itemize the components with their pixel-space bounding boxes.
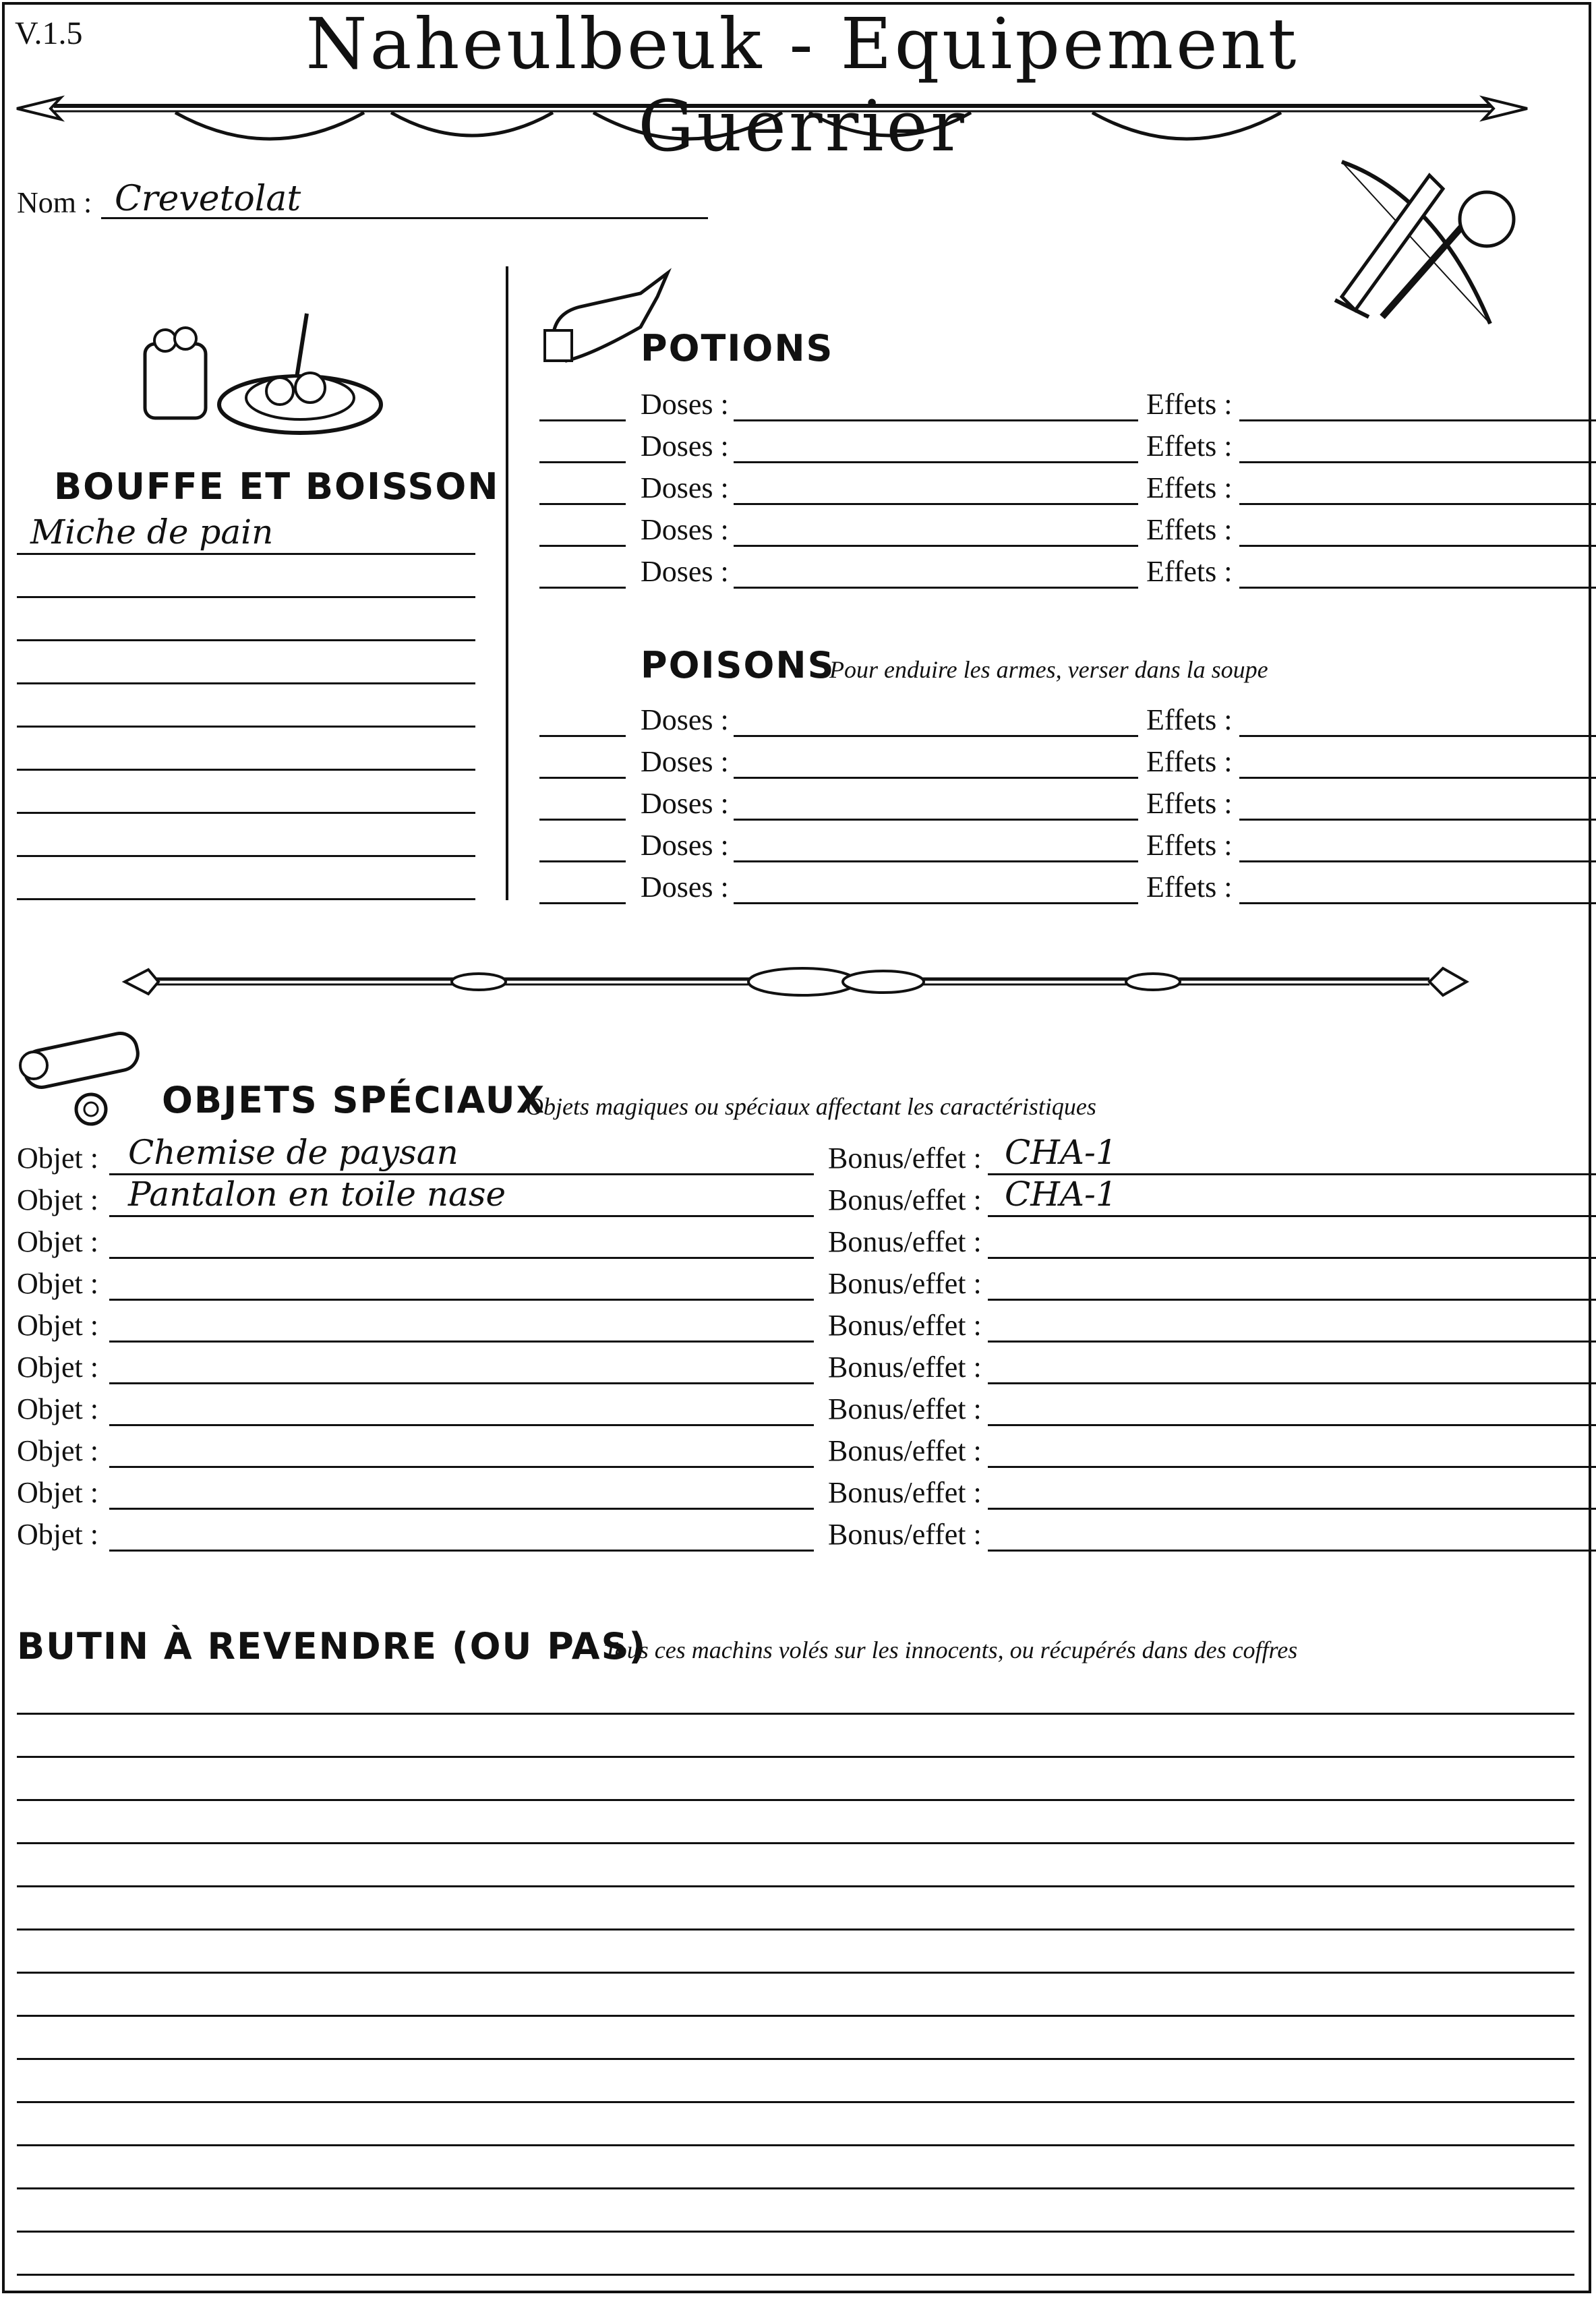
bonus-label: Bonus/effet : <box>828 1267 982 1300</box>
bonus-label: Bonus/effet : <box>828 1183 982 1216</box>
effets-label: Effets : <box>1146 388 1233 421</box>
food-plate-icon <box>135 303 384 438</box>
doses-line[interactable] <box>734 777 1138 779</box>
doses-line[interactable] <box>734 860 1138 862</box>
bonus-label: Bonus/effet : <box>828 1518 982 1551</box>
loot-line[interactable] <box>17 1928 1574 1931</box>
loot-line[interactable] <box>17 2187 1574 2189</box>
effets-label: Effets : <box>1146 745 1233 778</box>
staff-divider-icon <box>121 958 1470 1005</box>
loot-subtitle: Tous ces machins volés sur les innocents, ou récupérés dans des coffres <box>603 1637 1298 1663</box>
loot-line[interactable] <box>17 1756 1574 1758</box>
doses-line[interactable] <box>734 902 1138 904</box>
doses-line[interactable] <box>734 587 1138 589</box>
objet-label: Objet : <box>17 1225 98 1258</box>
quantity-line[interactable] <box>539 587 626 589</box>
bonus-label: Bonus/effet : <box>828 1476 982 1509</box>
doses-line[interactable] <box>734 545 1138 547</box>
loot-line[interactable] <box>17 2231 1574 2233</box>
loot-line[interactable] <box>17 1885 1574 1887</box>
version-label: V.1.5 <box>15 16 83 51</box>
crossed-weapons-icon <box>1328 155 1531 337</box>
poisons-subtitle: Pour enduire les armes, verser dans la soupe <box>829 656 1268 683</box>
objet-value[interactable]: Chemise de paysan <box>128 1133 459 1172</box>
loot-line[interactable] <box>17 2274 1574 2276</box>
objet-line[interactable] <box>109 1340 814 1343</box>
name-label: Nom : <box>17 186 92 219</box>
loot-title: BUTIN À REVENDRE (OU PAS) <box>17 1625 647 1668</box>
bonus-line[interactable] <box>988 1299 1596 1301</box>
food-line <box>17 898 475 900</box>
potions-title: POTIONS <box>641 327 834 370</box>
bonus-line[interactable] <box>988 1215 1596 1217</box>
doses-line[interactable] <box>734 735 1138 737</box>
effets-label: Effets : <box>1146 555 1233 588</box>
quantity-line[interactable] <box>539 503 626 505</box>
food-line <box>17 682 475 684</box>
objet-line[interactable] <box>109 1382 814 1384</box>
doses-label: Doses : <box>641 871 729 904</box>
special-title: OBJETS SPÉCIAUX <box>162 1079 546 1121</box>
doses-label: Doses : <box>641 388 729 421</box>
bonus-label: Bonus/effet : <box>828 1225 982 1258</box>
doses-line[interactable] <box>734 461 1138 463</box>
food-line <box>17 553 475 555</box>
loot-line[interactable] <box>17 1842 1574 1844</box>
loot-line[interactable] <box>17 1799 1574 1801</box>
objet-line[interactable] <box>109 1550 814 1552</box>
special-subtitle: Objets magiques ou spéciaux affectant les caractéristiques <box>526 1093 1096 1120</box>
effets-line[interactable] <box>1239 777 1596 779</box>
effets-line[interactable] <box>1239 860 1596 862</box>
loot-line[interactable] <box>17 2015 1574 2017</box>
objet-line[interactable] <box>109 1466 814 1468</box>
food-line <box>17 812 475 814</box>
quantity-line[interactable] <box>539 419 626 421</box>
effets-label: Effets : <box>1146 703 1233 736</box>
bonus-label: Bonus/effet : <box>828 1351 982 1384</box>
effets-label: Effets : <box>1146 471 1233 504</box>
bonus-line[interactable] <box>988 1382 1596 1384</box>
doses-label: Doses : <box>641 829 729 862</box>
bonus-label: Bonus/effet : <box>828 1142 982 1175</box>
quantity-line[interactable] <box>539 777 626 779</box>
quantity-line[interactable] <box>539 860 626 862</box>
spear-divider-icon <box>13 84 1531 148</box>
objet-line[interactable] <box>109 1215 814 1217</box>
objet-line[interactable] <box>109 1508 814 1510</box>
doses-line[interactable] <box>734 819 1138 821</box>
bonus-line[interactable] <box>988 1340 1596 1343</box>
food-title: BOUFFE ET BOISSON <box>54 465 500 508</box>
effets-label: Effets : <box>1146 787 1233 820</box>
name-field[interactable]: Crevetolat <box>115 179 301 219</box>
objet-value[interactable]: Pantalon en toile nase <box>128 1175 506 1214</box>
effets-line[interactable] <box>1239 545 1596 547</box>
objet-label: Objet : <box>17 1392 98 1425</box>
effets-line[interactable] <box>1239 419 1596 421</box>
poisons-title: POISONS <box>641 644 835 686</box>
doses-label: Doses : <box>641 513 729 546</box>
bonus-value[interactable]: CHA-1 <box>1005 1133 1117 1172</box>
objet-line[interactable] <box>109 1257 814 1259</box>
bonus-label: Bonus/effet : <box>828 1434 982 1467</box>
quantity-line[interactable] <box>539 461 626 463</box>
bonus-line[interactable] <box>988 1424 1596 1426</box>
loot-line[interactable] <box>17 2144 1574 2146</box>
loot-line[interactable] <box>17 1713 1574 1715</box>
food-line <box>17 639 475 641</box>
bonus-label: Bonus/effet : <box>828 1392 982 1425</box>
effets-line[interactable] <box>1239 902 1596 904</box>
bonus-label: Bonus/effet : <box>828 1309 982 1342</box>
food-line <box>17 769 475 771</box>
objet-label: Objet : <box>17 1142 98 1175</box>
bonus-value[interactable]: CHA-1 <box>1005 1175 1117 1214</box>
quantity-line[interactable] <box>539 545 626 547</box>
effets-label: Effets : <box>1146 513 1233 546</box>
doses-label: Doses : <box>641 703 729 736</box>
objet-label: Objet : <box>17 1434 98 1467</box>
objet-label: Objet : <box>17 1351 98 1384</box>
effets-line[interactable] <box>1239 735 1596 737</box>
loot-line[interactable] <box>17 2101 1574 2103</box>
doses-line[interactable] <box>734 419 1138 421</box>
doses-line[interactable] <box>734 503 1138 505</box>
quantity-line[interactable] <box>539 902 626 904</box>
quantity-line[interactable] <box>539 819 626 821</box>
name-line <box>101 217 708 219</box>
objet-label: Objet : <box>17 1183 98 1216</box>
objet-line[interactable] <box>109 1424 814 1426</box>
effets-line[interactable] <box>1239 587 1596 589</box>
doses-label: Doses : <box>641 430 729 463</box>
quantity-line[interactable] <box>539 735 626 737</box>
bonus-line[interactable] <box>988 1257 1596 1259</box>
effets-line[interactable] <box>1239 819 1596 821</box>
effets-line[interactable] <box>1239 461 1596 463</box>
objet-label: Objet : <box>17 1309 98 1342</box>
sheet-title: Naheulbeuk - Equipement Guerrier <box>305 3 1299 167</box>
bonus-line[interactable] <box>988 1508 1596 1510</box>
food-item[interactable]: Miche de pain <box>30 512 274 552</box>
column-divider <box>506 266 508 900</box>
loot-line[interactable] <box>17 1972 1574 1974</box>
doses-label: Doses : <box>641 787 729 820</box>
food-line <box>17 596 475 598</box>
objet-line[interactable] <box>109 1299 814 1301</box>
loot-line[interactable] <box>17 2058 1574 2060</box>
objet-label: Objet : <box>17 1518 98 1551</box>
effets-label: Effets : <box>1146 430 1233 463</box>
effets-label: Effets : <box>1146 871 1233 904</box>
doses-label: Doses : <box>641 471 729 504</box>
bonus-line[interactable] <box>988 1466 1596 1468</box>
food-line <box>17 855 475 857</box>
bonus-line[interactable] <box>988 1550 1596 1552</box>
effets-label: Effets : <box>1146 829 1233 862</box>
objet-label: Objet : <box>17 1267 98 1300</box>
objet-label: Objet : <box>17 1476 98 1509</box>
doses-label: Doses : <box>641 745 729 778</box>
scroll-ring-icon <box>17 1028 152 1129</box>
effets-line[interactable] <box>1239 503 1596 505</box>
food-line <box>17 726 475 728</box>
doses-label: Doses : <box>641 555 729 588</box>
